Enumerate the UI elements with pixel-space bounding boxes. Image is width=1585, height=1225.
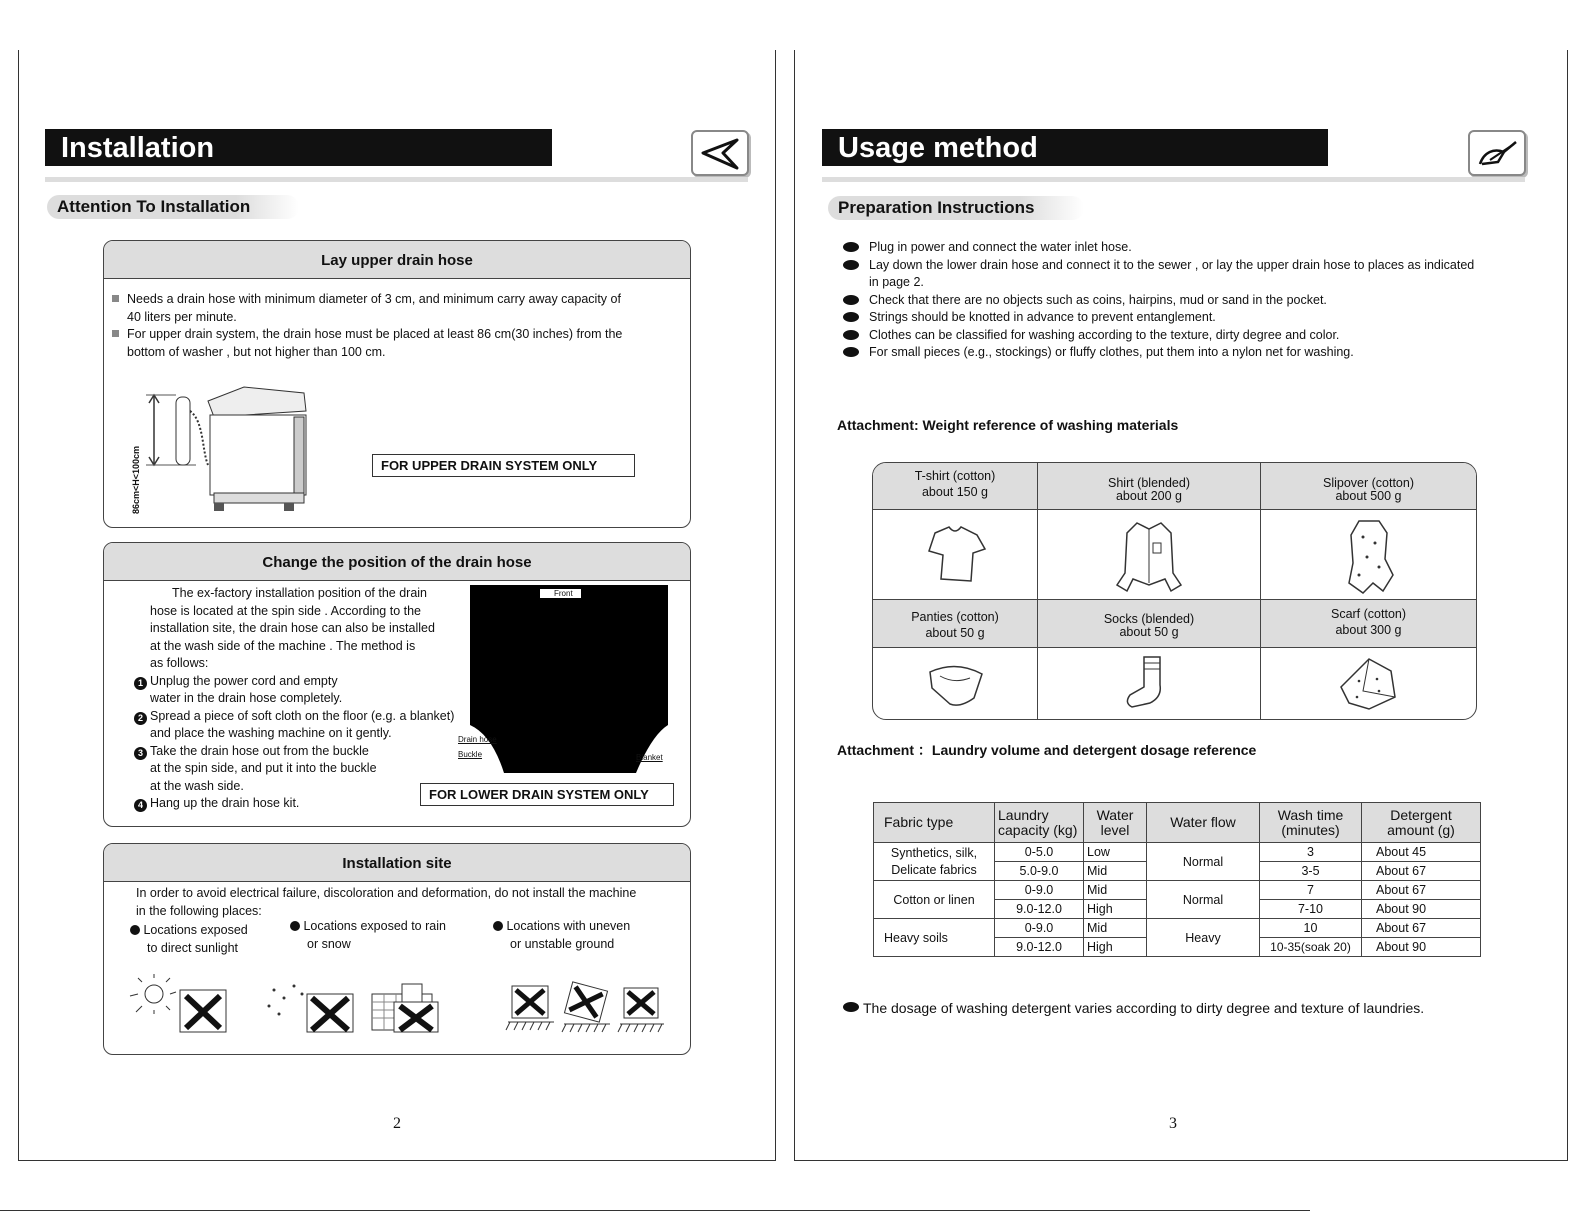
level-cell: Mid <box>1084 862 1147 881</box>
site-warning-illustrations <box>124 970 669 1042</box>
panties-image-cell <box>873 648 1038 719</box>
bullet-dot <box>493 921 503 931</box>
time-cell: 3-5 <box>1260 862 1362 881</box>
note-line: bottom of washer , but not higher than 100 cm. <box>127 344 386 359</box>
fabric-cell: Heavy soils <box>874 919 995 957</box>
time-cell: 7-10 <box>1260 900 1362 919</box>
step: 1 Unplug the power cord and empty <box>134 673 464 691</box>
usage-method-banner: Usage method <box>822 129 1328 166</box>
scarf-image-cell <box>1261 648 1476 719</box>
dosage-footnote: The dosage of washing detergent varies according to dirty degree and texture of laundries. <box>843 1000 1424 1016</box>
weight-cell: Shirt (blended) about 200 g <box>1038 463 1261 510</box>
fabric-cell: Synthetics, silk, Delicate fabrics <box>874 843 995 881</box>
level-cell: Mid <box>1084 919 1147 938</box>
section-title: Attention To Installation <box>47 195 299 219</box>
prep-item: Check that there are no objects such as coins, hairpins, mud or sand in the pocket. <box>869 292 1529 310</box>
scarf-icon <box>1329 651 1409 715</box>
installation-banner: Installation <box>45 129 552 166</box>
note-line: Needs a drain hose with minimum diameter of 3 cm, and minimum carry away capacity of <box>127 292 621 306</box>
tshirt-image-cell <box>873 510 1038 600</box>
box-title: Lay upper drain hose <box>104 241 690 279</box>
capacity-cell: 9.0-12.0 <box>995 900 1084 919</box>
prep-item: Plug in power and connect the water inlet hose. <box>869 239 1529 257</box>
time-cell: 10-35(soak 20) <box>1260 938 1362 957</box>
level-cell: Mid <box>1084 881 1147 900</box>
sun-icon <box>130 974 176 1014</box>
drain-hose-photo <box>468 585 670 773</box>
capacity-cell: 0-5.0 <box>995 843 1084 862</box>
weight-cell: T-shirt (cotton) about 150 g <box>873 463 1038 510</box>
table-row <box>874 919 1481 938</box>
detergent-cell: About 67 <box>1362 862 1481 881</box>
bottom-rule <box>0 1210 1310 1211</box>
prep-item-continued: in page 2. <box>869 275 924 289</box>
note-line: For upper drain system, the drain hose must be placed at least 86 cm(30 inches) from the <box>127 327 623 341</box>
detergent-cell: About 90 <box>1362 900 1481 919</box>
site-location-rain: Locations exposed to rain or snow <box>290 918 446 953</box>
bullet-oval <box>843 1002 859 1012</box>
site-intro-line: in the following places: <box>136 903 262 918</box>
change-drain-box <box>103 542 691 827</box>
prep-item: For small pieces (e.g., stockings) or fluffy clothes, put them into a nylon net for washing. <box>869 344 1529 362</box>
step: 3 Take the drain hose out from the buckle <box>134 743 464 761</box>
uneven-ground-icons <box>506 982 664 1032</box>
detergent-cell: About 67 <box>1362 881 1481 900</box>
weight-reference-table <box>872 462 1477 720</box>
shirt-image-cell <box>1038 510 1261 600</box>
height-label: 86cm<H<100cm <box>131 445 141 514</box>
panties-icon <box>920 654 990 714</box>
weight-cell: Slipover (cotton) about 500 g <box>1261 463 1476 510</box>
time-cell: 10 <box>1260 919 1362 938</box>
site-location-sunlight: Locations exposed to direct sunlight <box>130 922 248 957</box>
slipover-image-cell <box>1261 510 1476 600</box>
step-line: and place the washing machine on it gently. <box>150 726 392 740</box>
lower-drain-system-label: FOR LOWER DRAIN SYSTEM ONLY <box>420 783 674 806</box>
col-fabric: Fabric type <box>874 803 995 843</box>
preparation-list <box>869 239 1529 362</box>
flow-cell: Normal <box>1147 843 1260 881</box>
step-line: at the wash side. <box>150 778 244 793</box>
rain-icon <box>268 985 304 1016</box>
intro-line: as follows: <box>150 656 209 670</box>
note-line: 40 liters per minute. <box>127 309 237 324</box>
detergent-cell: About 67 <box>1362 919 1481 938</box>
hand-writing-icon <box>1470 132 1524 174</box>
height-label-wrap <box>131 436 145 516</box>
level-cell: High <box>1084 938 1147 957</box>
dosage-reference-title: Attachment ：Laundry volume and detergent dosage reference <box>837 742 1257 758</box>
no-sunlight-icon <box>180 990 226 1032</box>
weight-cell: Scarf (cotton) about 300 g <box>1261 600 1476 648</box>
time-cell: 3 <box>1260 843 1362 862</box>
installation-page <box>18 50 776 1161</box>
upper-drain-notes <box>112 291 682 361</box>
capacity-cell: 9.0-12.0 <box>995 938 1084 957</box>
upper-drain-box <box>103 240 691 528</box>
detergent-cell: About 45 <box>1362 843 1481 862</box>
box-title: Installation site <box>104 844 690 882</box>
change-drain-steps <box>134 585 464 813</box>
col-flow: Water flow <box>1147 803 1260 843</box>
header-rule <box>822 177 1525 182</box>
table-row <box>874 843 1481 862</box>
col-level: Water level <box>1084 803 1147 843</box>
site-location-uneven: Locations with uneven or unstable ground <box>493 918 630 953</box>
installation-site-box <box>103 843 691 1055</box>
prep-item: Clothes can be classified for washing according to the texture, dirty degree and color. <box>869 327 1529 345</box>
section-title: Preparation Instructions <box>828 196 1084 220</box>
capacity-cell: 0-9.0 <box>995 919 1084 938</box>
blanket-label: Blanket <box>636 753 663 762</box>
slipover-icon <box>1329 513 1409 597</box>
flow-cell: Normal <box>1147 881 1260 919</box>
col-time: Wash time (minutes) <box>1260 803 1362 843</box>
page-number: 3 <box>1169 1115 1177 1132</box>
dosage-table <box>873 802 1481 957</box>
no-bathroom-icon <box>372 984 438 1032</box>
box-title: Change the position of the drain hose <box>104 543 690 581</box>
intro-line: hose is located at the spin side . According to the <box>150 603 422 618</box>
weight-cell: Socks (blended) about 50 g <box>1038 600 1261 648</box>
usage-corner-icon <box>1468 130 1526 176</box>
bullet-dot <box>130 925 140 935</box>
level-cell: High <box>1084 900 1147 919</box>
socks-icon <box>1114 651 1184 715</box>
time-cell: 7 <box>1260 881 1362 900</box>
intro-line: installation site, the drain hose can also be installed <box>150 621 435 635</box>
site-intro <box>136 885 686 920</box>
step-line: at the spin side, and put it into the buckle <box>150 761 377 775</box>
bullet-dot <box>290 921 300 931</box>
flow-cell: Heavy <box>1147 919 1260 957</box>
step-line: water in the drain hose completely. <box>150 691 343 705</box>
prep-item: Strings should be knotted in advance to prevent entanglement. <box>869 309 1529 327</box>
drain-hose-label: Drain hose <box>458 735 497 744</box>
col-detergent: Detergent amount (g) <box>1362 803 1481 843</box>
site-intro-line: In order to avoid electrical failure, discoloration and deformation, do not install the machine <box>136 886 637 900</box>
weight-reference-title: Attachment: Weight reference of washing materials <box>837 417 1179 433</box>
washer-upper-drain-illustration <box>124 381 324 521</box>
socks-image-cell <box>1038 648 1261 719</box>
installation-corner-icon <box>691 130 749 176</box>
step: 2 Spread a piece of soft cloth on the floor (e.g. a blanket) <box>134 708 464 726</box>
arrow-tool-icon <box>693 132 747 174</box>
usage-method-page <box>794 50 1568 1161</box>
no-rain-icon <box>307 994 353 1032</box>
capacity-cell: 0-9.0 <box>995 881 1084 900</box>
shirt-icon <box>1109 513 1189 597</box>
weight-cell: Panties (cotton) about 50 g <box>873 600 1038 648</box>
level-cell: Low <box>1084 843 1147 862</box>
table-row <box>874 881 1481 900</box>
intro-line: The ex-factory installation position of the drain <box>172 586 427 600</box>
detergent-cell: About 90 <box>1362 938 1481 957</box>
front-label: Front <box>540 589 581 598</box>
intro-line: at the wash side of the machine . The method is <box>150 638 416 653</box>
header-rule <box>45 177 748 182</box>
col-capacity: Laundry capacity (kg) <box>995 803 1084 843</box>
capacity-cell: 5.0-9.0 <box>995 862 1084 881</box>
tshirt-icon <box>915 515 995 595</box>
fabric-cell: Cotton or linen <box>874 881 995 919</box>
page-number: 2 <box>393 1115 401 1132</box>
step: 4 Hang up the drain hose kit. <box>134 795 464 813</box>
buckle-label: Buckle <box>458 750 483 759</box>
prep-item: Lay down the lower drain hose and connect it to the sewer , or lay the upper drain hose to places as indicated <box>869 257 1529 275</box>
upper-drain-system-label: FOR UPPER DRAIN SYSTEM ONLY <box>372 454 635 477</box>
